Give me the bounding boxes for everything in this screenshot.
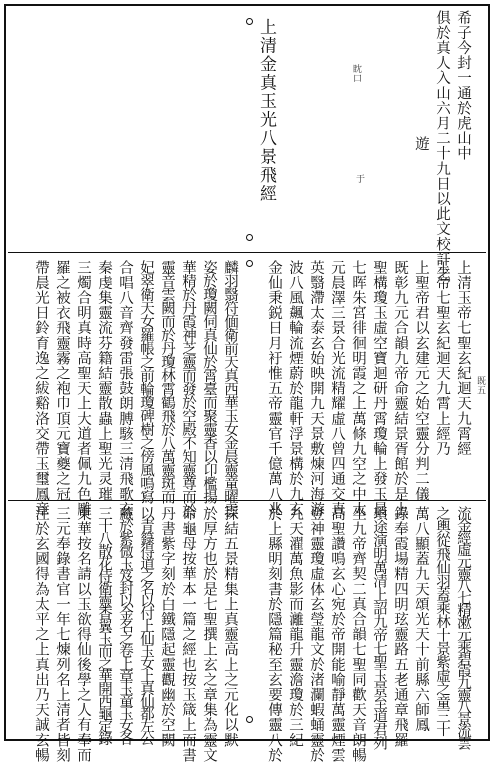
text-column: 姿於瓊闕伺真仙於霄臺而聚靈香以卬檻揚 — [201, 260, 217, 503]
panel-divider — [8, 252, 486, 253]
text-column: 九天濯萬魚影而灕龍升靈澹瓊於三紀 — [287, 506, 303, 748]
text-column: 以青籙得道之名以付上仙玉女上真仙都左公 — [138, 506, 154, 744]
text-column: 妃翠衛天女羅帳之前輪瓊碑樹之傍風鳴寫 — [138, 260, 154, 503]
register-circle — [246, 716, 253, 723]
text-column: 三十八散花侍衛靈香翼玉而之華開西龜定錄 — [96, 506, 112, 744]
scripture-title: 上清金真玉光八景飛經 — [256, 18, 276, 203]
text-column: 七晖朱宮徘徊明霞之上萬條九空之中太 — [350, 260, 366, 517]
text-column: 三元奉錄書官一年七煉列名上清者皆刻 — [54, 506, 70, 763]
text-column: 萬八顯蓋九天頌光天十前縣六師鳳 — [413, 506, 429, 733]
register-circle — [246, 18, 253, 25]
text-column: 流金經虛元靈八七精漱元乘碧霞九靈八景流雲 — [455, 506, 471, 749]
text-column: 華精於丹霞神芝靈而發於空殿不知靈尊而於 — [180, 260, 196, 517]
text-column: 英翳滯太泰玄始映開九天景敷煉河海游 — [308, 260, 324, 517]
text-column: 既彰九元合韻九帝命靈結景胥館於是上 — [392, 260, 408, 517]
middle-panel — [6, 256, 488, 517]
folio-number: 既五 — [475, 376, 485, 396]
text-column: 於厚方也於是七聖撰上玄之章集為靈文 — [201, 506, 217, 763]
text-column: 金仙秉鋭日月衧惟五帝靈官千億萬八兆 — [266, 260, 282, 517]
text-column: 羅之被衣飛靈霧之袍巾頂元寶夔之冠 — [54, 260, 70, 502]
text-column: 合唱八音齊發雷張鼓朗膊駭三清飛歌玄 — [117, 260, 133, 517]
text-column: 東華按名請以玉欲得仙後學之人有奉而 — [75, 506, 91, 763]
margin-note: 眈口 — [351, 64, 361, 84]
text-column: 帶晨光日鈴育逸之紱谿洛交帶玉璽鳳章 — [33, 260, 49, 517]
text-column: 聖構瓊玉虛空寶迴研丹霄瓊輪上發玉晨 — [371, 260, 387, 517]
small-mark: 于 — [354, 174, 364, 184]
text-column: 元晨澤三景合光流精耀虛八曾四通交真 — [329, 260, 345, 517]
text-column: 於上縣明刻書於隱篇秘至玄要傳靈八於 — [266, 506, 282, 763]
text-column: 坐九帝齊契二真合韻七聖同歡天音朗暢 — [350, 506, 366, 763]
register-circle — [246, 234, 253, 241]
text-column: 三燭合明真時高聖天上大道者佩九色雕 — [75, 260, 91, 517]
colophon-line-2: 俱於真人入山六月二十九日以此文校訐乞 — [434, 10, 450, 282]
text-column: 藏於紫微玉笈封以金名之卷上章玉童玉女各 — [117, 506, 133, 744]
text-column: 錄奉霞場精四明玹靈路五老通章飛羅 — [392, 506, 408, 748]
register-circle — [246, 260, 253, 267]
colophon-line-1: 希子今封一通於虎山中 — [455, 10, 471, 161]
text-column: 麟羽翳符偭衛前天真西華玉女金晨靈童曜雲 — [222, 260, 238, 517]
text-column: 之輿從飛仙羽蓋乘林十景紫虛之童三十 — [434, 506, 450, 736]
text-column: 注於玄國得為太平之上真出乃天誠玄暢 — [33, 506, 49, 763]
colophon-line-3: 遊 — [413, 136, 429, 152]
text-column: 高聖讚鳴玄心宛於帝開能喻靜萬靈煙雲 — [329, 506, 345, 763]
text-column: 採結五景精集上真靈高上之元化以默 — [222, 506, 238, 748]
text-column: 命龜母按華本一篇之經也按玉箴上而書 — [180, 506, 196, 763]
text-column: 玉帝七聖玄紀迴天九霄上經乃 — [434, 260, 450, 457]
text-column: 上聖帝君以玄建元之始空靈分判二儀 — [413, 260, 429, 502]
upper-panel — [6, 6, 488, 282]
text-column: 登神靈瓊虛体玄瑩龍文於渚瀾蝦蛹靈於 — [308, 506, 324, 763]
scripture-page — [4, 4, 490, 763]
panel-divider — [8, 500, 486, 501]
lower-panel — [6, 504, 488, 763]
text-column: 丹書紫字刻於白鐵隱起靈觀幽於空闕 — [159, 506, 175, 748]
text-column: 瑣途演明萬清上詔九帝七聖玉景至道君列 — [371, 506, 387, 749]
text-column: 上清玉帝七聖玄紀迴天九霄經 — [455, 260, 471, 457]
text-column: 秦虔集靈流芬籍結靈散蟲上聖光灵璀 — [96, 260, 112, 502]
text-column: 靈音雲闕而於丹瓊林霄鶴飛於八萬靈斑而 — [159, 260, 175, 503]
text-column: 波八風飆輪流煙蔚於龍軒浮景構於九玄 — [287, 260, 303, 517]
